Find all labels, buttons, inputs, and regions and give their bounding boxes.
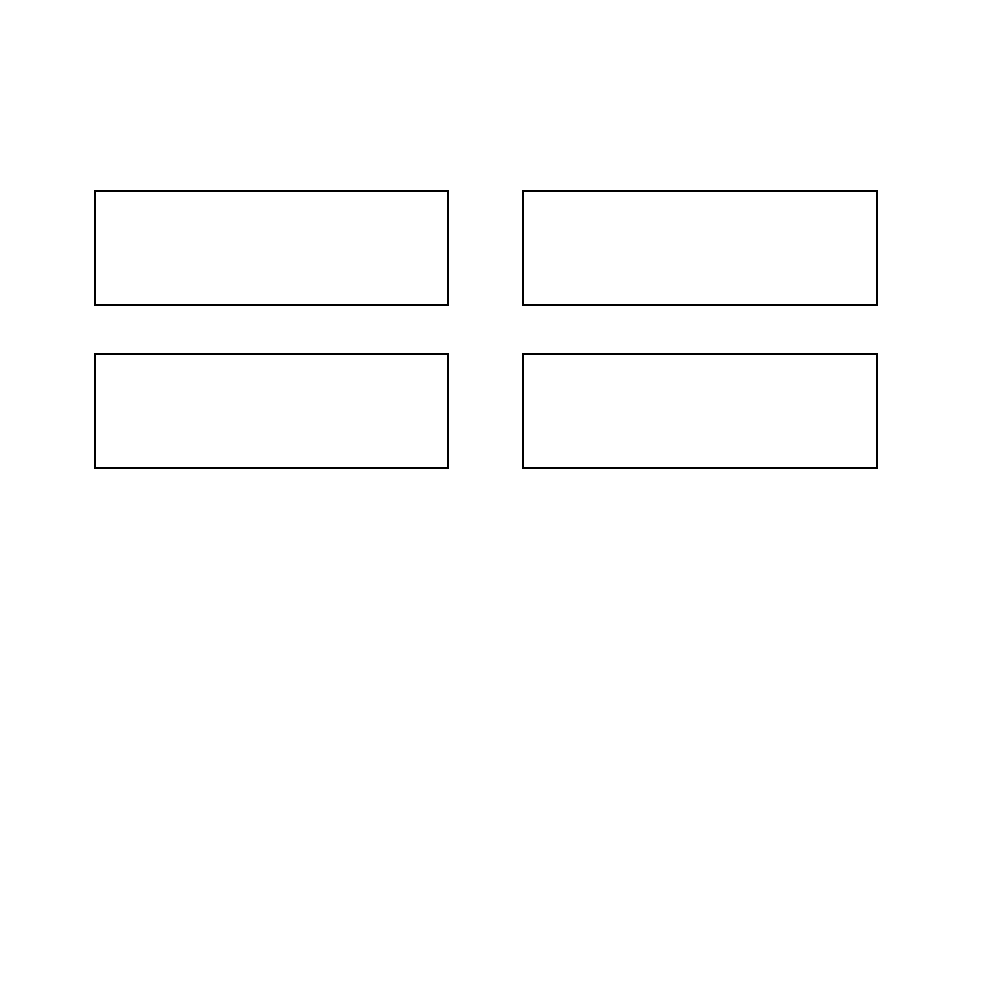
sweep-footer: [44, 320, 76, 332]
sweep-footer: [44, 484, 76, 496]
sweep-footer: [476, 320, 508, 332]
plot-grid: [94, 190, 449, 306]
plot-grid: [522, 190, 878, 306]
sweep-settings-table: [0, 528, 1001, 568]
plot-grid: [522, 353, 878, 469]
sweep-footer: [476, 484, 508, 496]
marker-table: [0, 582, 1001, 772]
plot-grid: [94, 353, 449, 469]
